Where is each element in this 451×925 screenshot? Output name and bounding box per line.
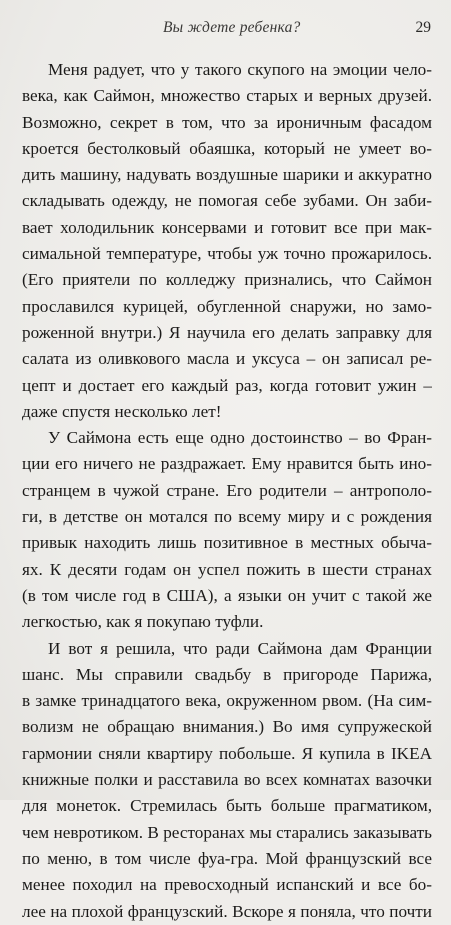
text-line: вает холодильник консервами и готовит все при мак- [22, 217, 432, 237]
text-line: цепт и достает его каждый раз, когда готовит ужин – [22, 375, 432, 395]
text-line: складывать одежду, не помогая себе зубами. Он заби- [22, 191, 432, 211]
text-line: прославился курицей, обугленной снаружи, но замо- [22, 296, 432, 316]
text-line: менее походил на превосходный испанский и все бо- [22, 875, 432, 895]
text-line: века, как Саймон, множество старых и верных друзей. [22, 86, 432, 106]
text-line: ции его ничего не раздражает. Ему нравится быть ино- [22, 454, 432, 474]
text-line: лее на плохой французский. Вскоре я поняла, что почти [22, 901, 432, 921]
running-title: Вы ждете ребенка? [163, 19, 301, 36]
text-line: даже спустя несколько лет! [22, 401, 222, 421]
text-line: Меня радует, что у такого скупого на эмоции чело- [48, 60, 432, 79]
text-line: дить машину, надувать воздушные шарики и аккуратно [22, 165, 432, 185]
page-number: 29 [415, 19, 431, 36]
text-line: (Его приятели по колледжу признались, что Саймон [22, 270, 432, 290]
text-line: странцем в чужой стране. Его родители – антрополо- [22, 480, 432, 500]
text-line: У Саймона есть еще одно достоинство – во Фран- [48, 428, 432, 448]
text-line: кроется бестолковый обаяшка, который не умеет во- [22, 138, 432, 158]
body-text [22, 57, 432, 925]
text-line: роженной внутри.) Я научила его делать заправку для [22, 322, 432, 342]
text-line: по меню, в том числе фуа-гра. Мой французский все [22, 848, 432, 868]
text-line: привык находить лишь позитивное в местных обыча- [22, 533, 432, 553]
text-line: шанс. Мы справили свадьбу в пригороде Парижа, [22, 664, 432, 684]
text-line: (в том числе год в США), а языки он учит с такой же [22, 585, 432, 605]
text-line: ях. К десяти годам он успел пожить в шести странах [22, 559, 432, 579]
text-line: Возможно, секрет в том, что за ироничным фасадом [22, 112, 432, 132]
text-line: легкостью, как я покупаю туфли. [22, 612, 264, 632]
text-line: симальной температуре, чтобы уж точно прожарилось. [22, 244, 432, 264]
text-line: чем невротиком. В ресторанах мы старались заказывать [22, 822, 432, 842]
text-line: гармонии сняли квартиру побольше. Я купила в IKEA [22, 743, 432, 763]
text-line: для монеток. Стремилась быть больше прагматиком, [22, 796, 432, 816]
text-line: ги, в детстве он мотался по всему миру и с рождения [22, 507, 432, 527]
running-head [0, 19, 451, 41]
text-line: в замке тринадцатого века, окруженном рвом. (На сим- [22, 691, 432, 711]
text-line: И вот я решила, что ради Саймона дам Франции [48, 638, 432, 658]
text-line: салата из оливкового масла и уксуса – он записал ре- [22, 349, 432, 369]
text-line: книжные полки и расставила во всех комнатах вазочки [22, 770, 432, 790]
text-line: волизм не обращаю внимания.) Во имя супружеской [22, 717, 432, 737]
